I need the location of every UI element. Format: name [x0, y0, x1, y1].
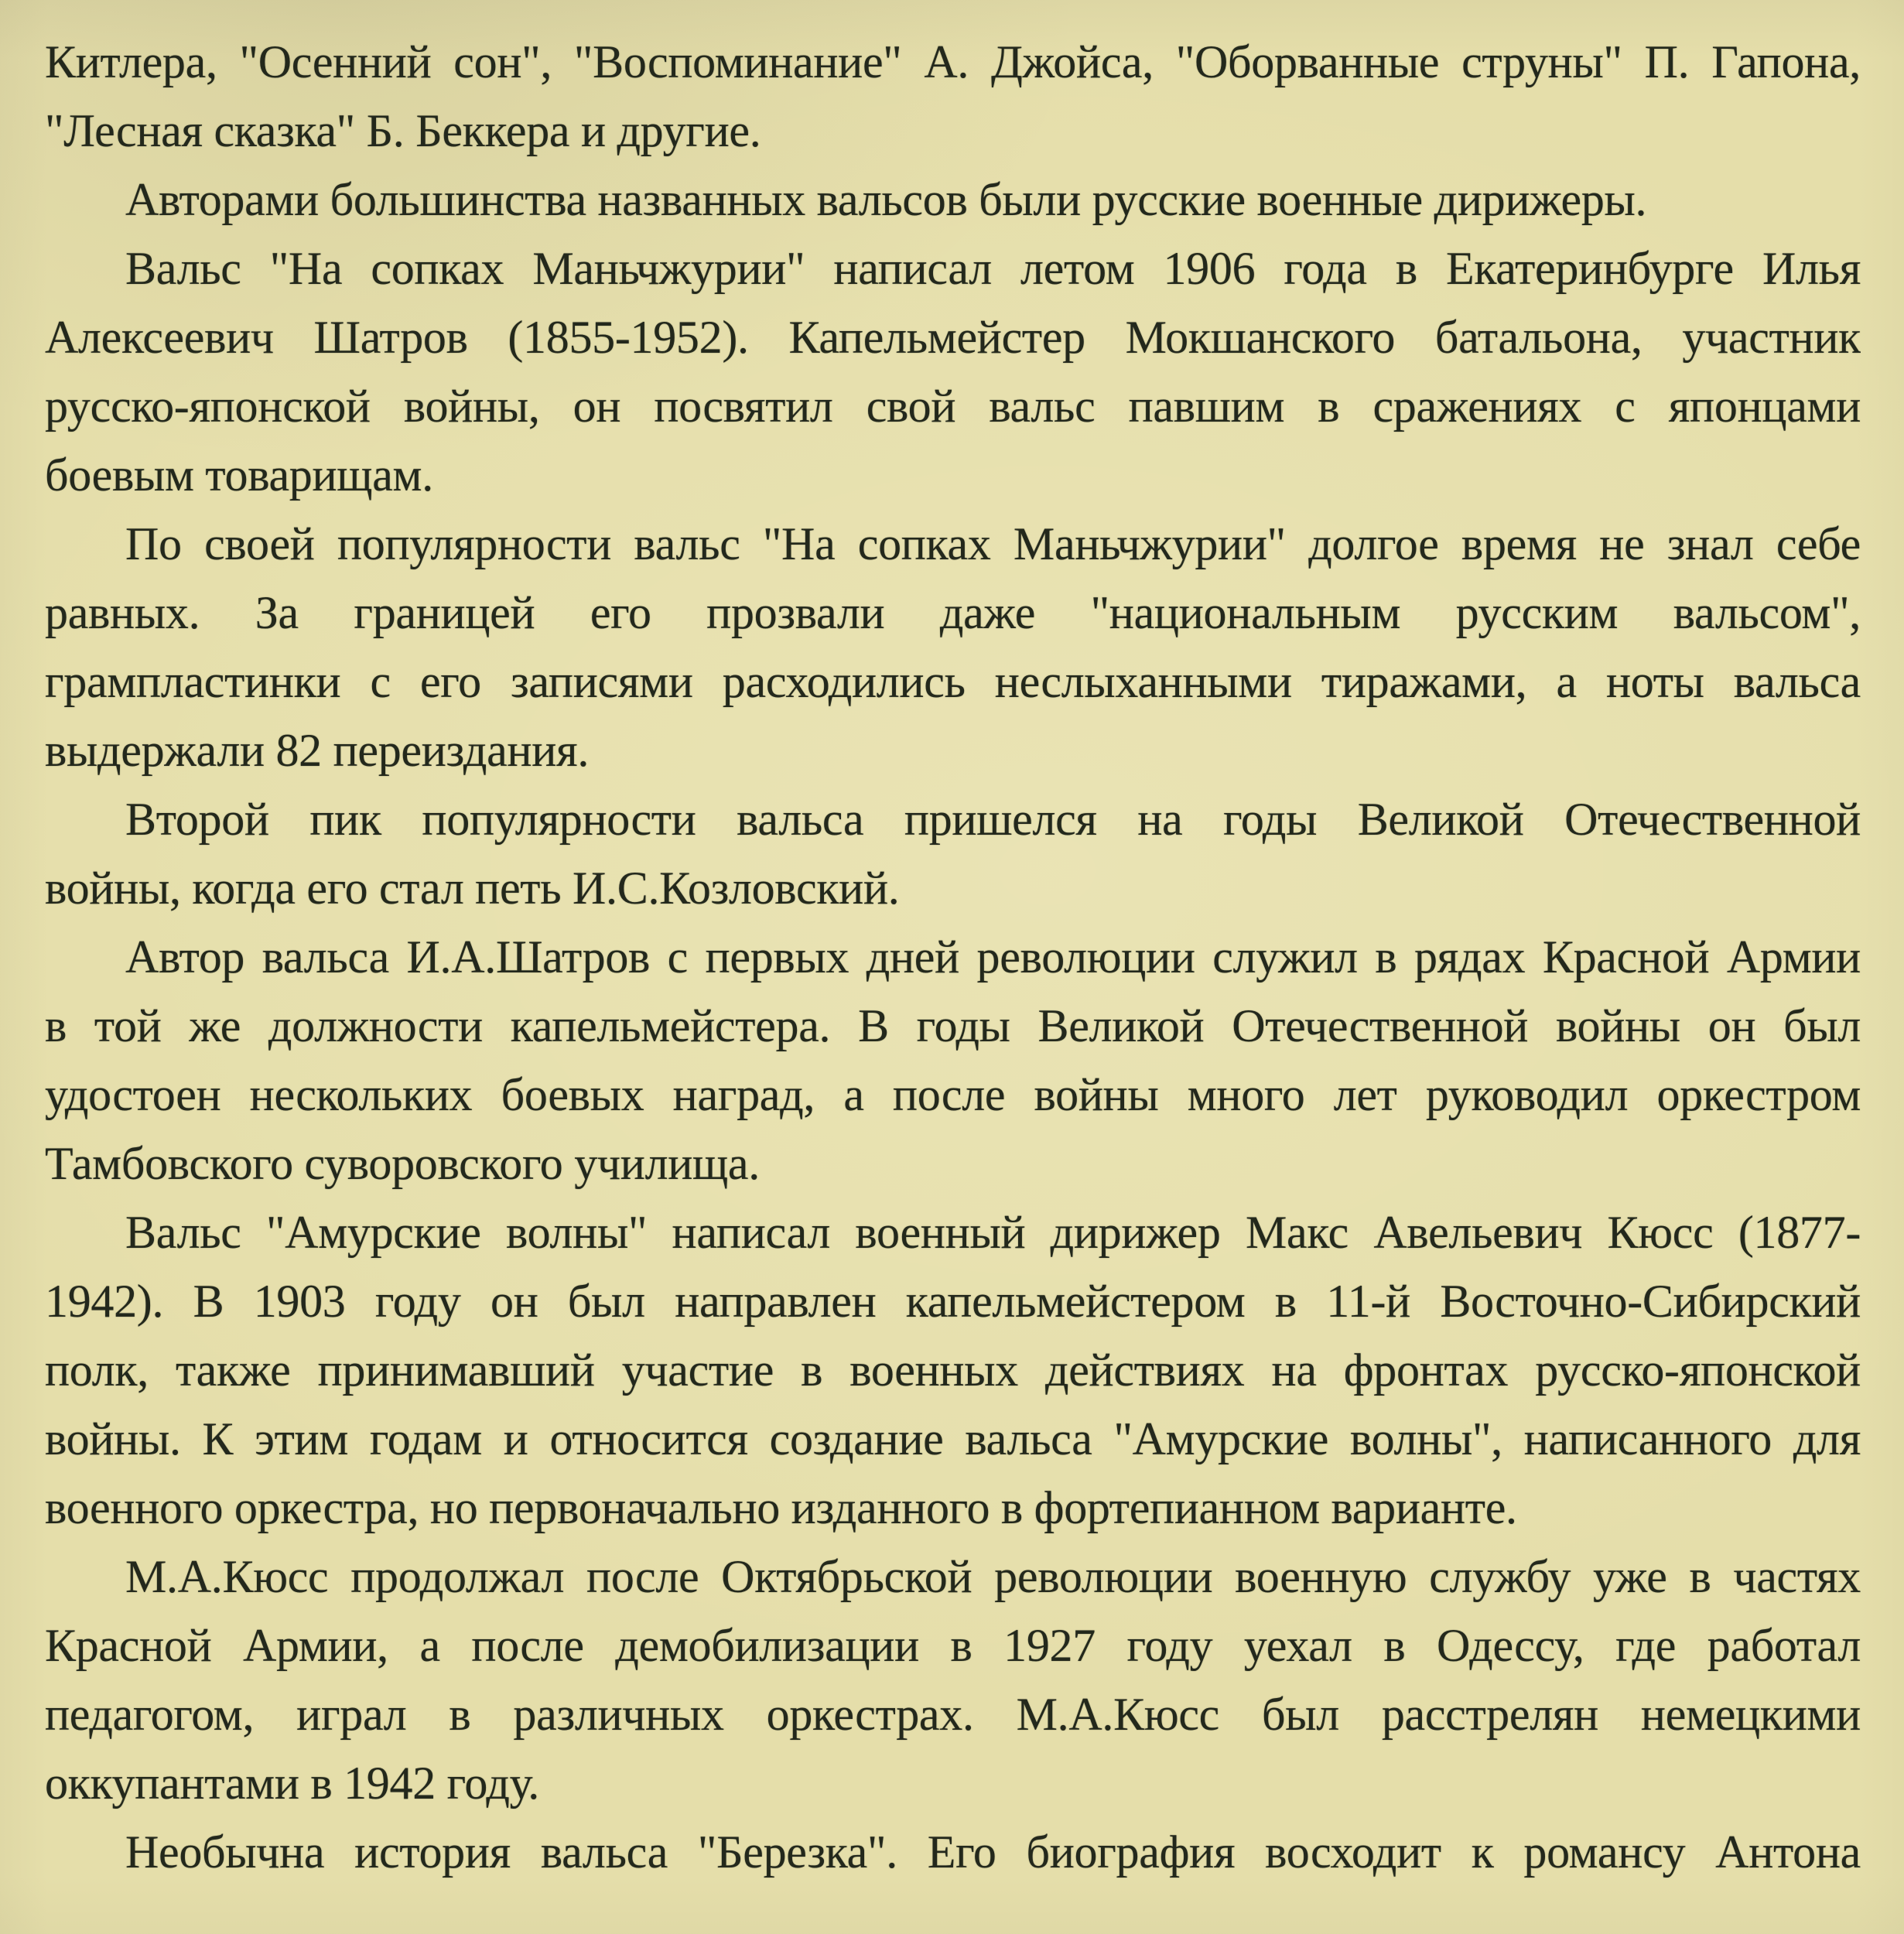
text-line: М.А.Кюсс продолжал после Октябрьской революции военную службу уже в частях: [125, 1551, 1861, 1602]
text-line: боевым товарищам.: [45, 449, 433, 501]
text-line: Красной Армии, а после демобилизации в 1927 году уехал в Одессу, где работал: [45, 1620, 1861, 1671]
text-line: равных. За границей его прозвали даже "национальным русским вальсом",: [45, 587, 1861, 638]
text-line: Необычна история вальса "Березка". Его биография восходит к романсу Антона: [125, 1826, 1861, 1878]
text-line: войны, когда его стал петь И.С.Козловский.: [45, 863, 900, 914]
text-line: удостоен нескольких боевых наград, а после войны много лет руководил оркестром: [45, 1069, 1861, 1120]
text-line: военного оркестра, но первоначально изданного в фортепианном варианте.: [45, 1482, 1517, 1533]
text-line: выдержали 82 переиздания.: [45, 725, 590, 776]
text-line: войны. К этим годам и относится создание вальса "Амурские волны", написанного для: [45, 1413, 1861, 1464]
text-line: Китлера, "Осенний сон", "Воспоминание" А. Джойса, "Оборванные струны" П. Гапона,: [45, 36, 1861, 87]
text-line: Вальс "На сопках Маньчжурии" написал летом 1906 года в Екатеринбурге Илья: [125, 243, 1861, 294]
text-line: Автор вальса И.А.Шатров с первых дней революции служил в рядах Красной Армии: [125, 931, 1861, 982]
text-line: Тамбовского суворовского училища.: [45, 1138, 760, 1189]
text-line: полк, также принимавший участие в военных действиях на фронтах русско-японской: [45, 1345, 1861, 1396]
text-line: Авторами большинства названных вальсов были русские военные дирижеры.: [125, 174, 1647, 225]
text-line: Алексеевич Шатров (1855-1952). Капельмейстер Мокшанского батальона, участник: [45, 312, 1861, 363]
text-line: русско-японской войны, он посвятил свой вальс павшим в сражениях с японцами: [45, 381, 1861, 432]
text-line: Вальс "Амурские волны" написал военный дирижер Макс Авельевич Кюсс (1877-: [125, 1207, 1861, 1258]
text-line: оккупантами в 1942 году.: [45, 1758, 540, 1809]
text-line: 1942). В 1903 году он был направлен капельмейстером в 11-й Восточно-Сибирский: [45, 1276, 1861, 1327]
text-line: грампластинки с его записями расходились неслыханными тиражами, а ноты вальса: [45, 656, 1861, 707]
text-line: "Лесная сказка" Б. Беккера и другие.: [45, 105, 761, 156]
text-line: педагогом, играл в различных оркестрах. М.А.Кюсс был расстрелян немецкими: [45, 1689, 1861, 1740]
text-line: Второй пик популярности вальса пришелся на годы Великой Отечественной: [125, 794, 1861, 845]
text-line: в той же должности капельмейстера. В годы Великой Отечественной войны он был: [45, 1000, 1861, 1051]
text-line: По своей популярности вальс "На сопках Маньчжурии" долгое время не знал себе: [125, 518, 1861, 569]
